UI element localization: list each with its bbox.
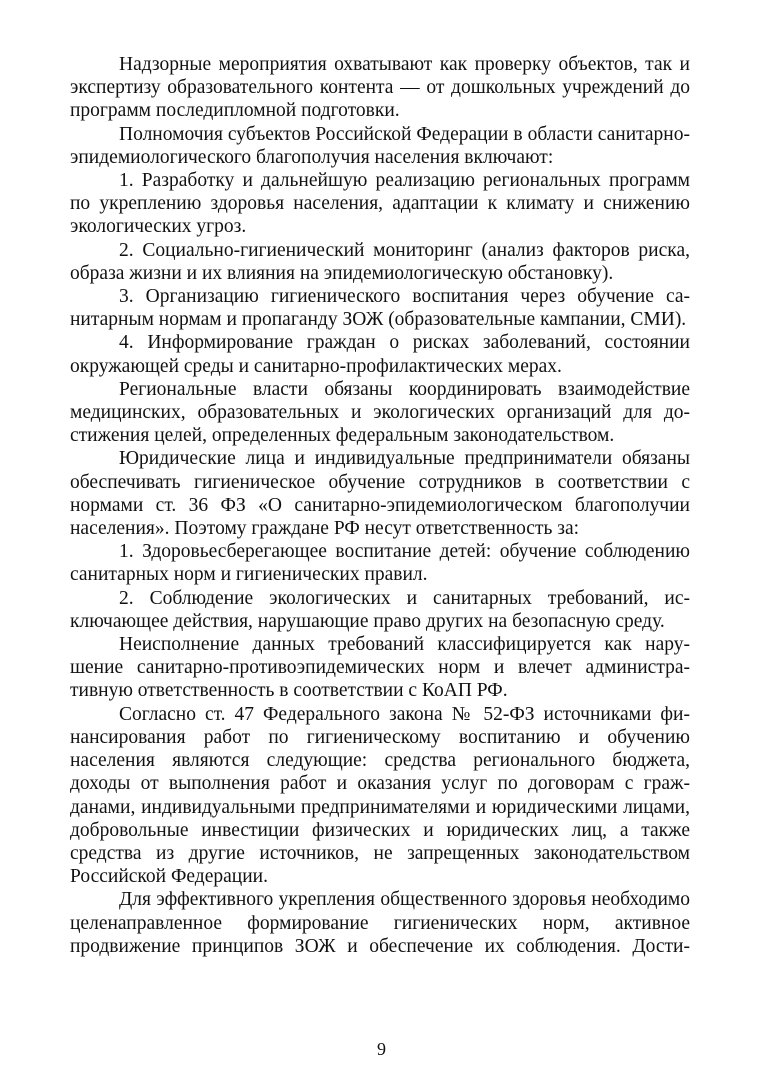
list-item-monitoring: 2. Социально-гигиенический мониторинг (анализ факторов риска, образа жизни и их влияния на эпидемиологическую обстановку). bbox=[70, 239, 690, 284]
list-item-hygiene-education: 3. Организацию гигиенического воспитания через обучение санитарным нормам и пропаганду ЗОЖ (образовательные кампании, СМИ). bbox=[70, 286, 690, 331]
paragraph-public-health: Для эффективного укрепления общественного здоровья необходимо целенаправленное формирование гигиенических норм, активное продвижение принципов ЗОЖ и обеспечение их соблюдения. Дости- bbox=[70, 889, 690, 957]
paragraph-financing: Согласно ст. 47 Федерального закона № 52-ФЗ источниками финансирования работ по гигиеническому воспитанию и обучению населения являются следующие: средства регионального бюджета, доходы от выполнения работ и оказания услуг по договорам с гражданами, индивидуальными предпринимателями и юридическими лицами, добровольные инвестиции физических и юридических лиц, а также средства из другие источников, не запрещенных законодательством Российской Федерации. bbox=[70, 703, 690, 888]
paragraph-liability: Неисполнение данных требований классифицируется как нарушение санитарно-противоэпидемических норм и влечет административную ответственность в соответствии с КоАП РФ. bbox=[70, 634, 690, 702]
page-number: 9 bbox=[377, 1039, 386, 1059]
paragraph-regional-powers: Полномочия субъектов Российской Федерации в области санитарно-эпидемиологического благополучия населения включают: bbox=[70, 123, 690, 168]
list-item-regional-programs: 1. Разработку и дальнейшую реализацию региональных программ по укреплению здоровья населения, адаптации к климату и снижению экологических угроз. bbox=[70, 170, 690, 238]
list-item-child-education: 1. Здоровьесберегающее воспитание детей: обучение соблюдению санитарных норм и гигиенических правил. bbox=[70, 541, 690, 586]
paragraph-coordination: Региональные власти обязаны координировать взаимодействие медицинских, образовательных и экологических организаций для достижения целей, определенных федеральным законодательством. bbox=[70, 378, 690, 447]
list-item-informing: 4. Информирование граждан о рисках заболеваний, состоянии окружающей среды и санитарно-профилактических мерах. bbox=[70, 332, 690, 377]
list-item-compliance: 2. Соблюдение экологических и санитарных требований, исключающее действия, нарушающие право других на безопасную среду. bbox=[70, 587, 690, 632]
paragraph-legal-entities: Юридические лица и индивидуальные предприниматели обязаны обеспечивать гигиеническое обучение сотрудников в соответствии с нормами ст. 36 ФЗ «О санитарно-эпидемиологическом благополучии населения». Поэтому граждане РФ несут ответственность за: bbox=[70, 448, 690, 540]
page-body bbox=[70, 53, 690, 958]
paragraph-supervision: Надзорные мероприятия охватывают как проверку объектов, так и экспертизу образовательного контента — от дошкольных учреждений до программ последипломной подготовки. bbox=[70, 54, 690, 122]
